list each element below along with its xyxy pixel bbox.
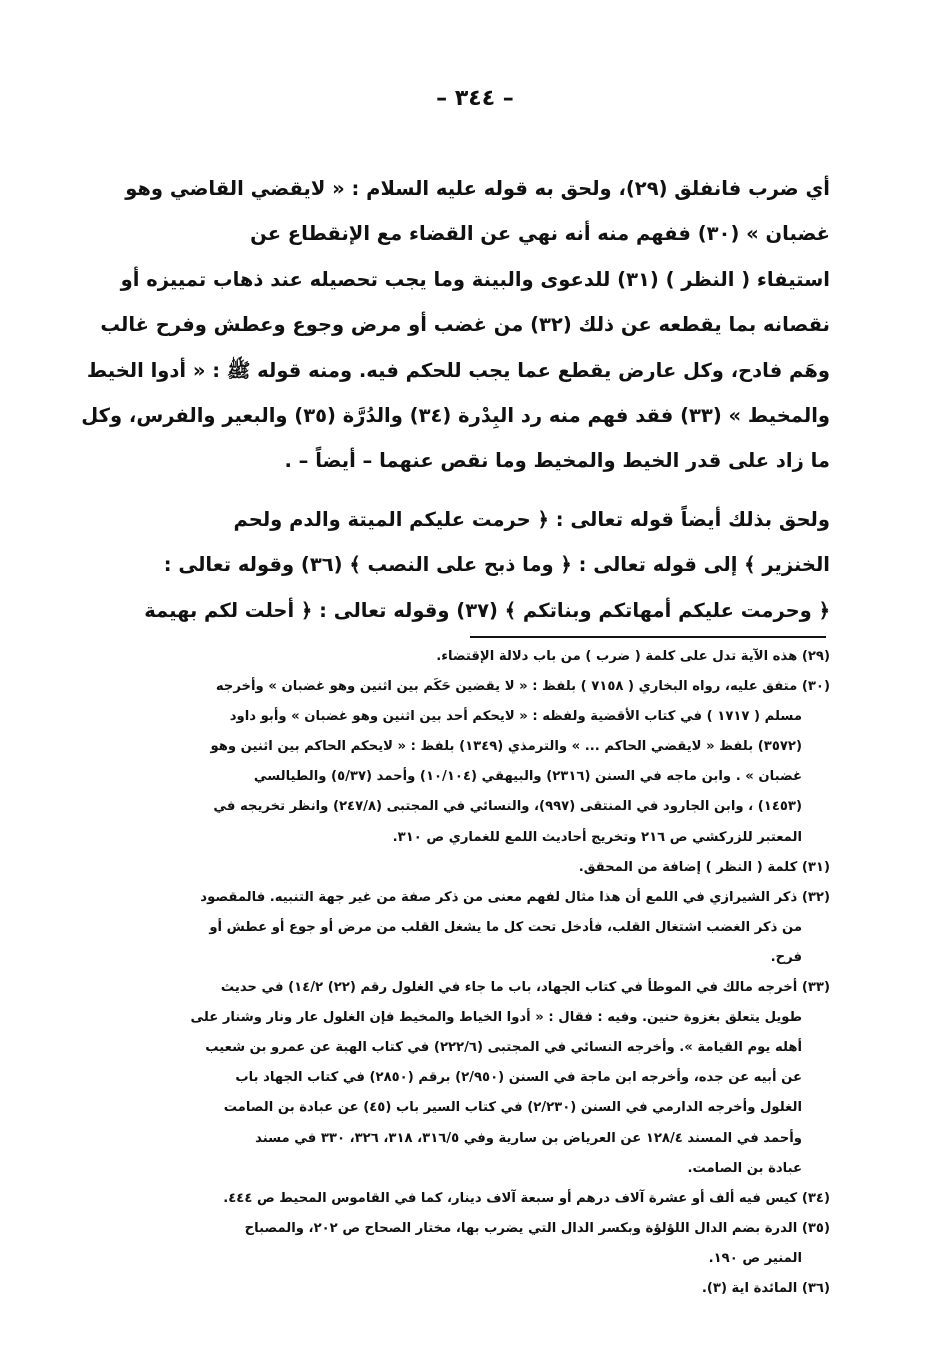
text-line: نقصانه بما يقطعه عن ذلك (٣٢) من غضب أو مرض وجوع وعطش وفرح غالب (100, 313, 830, 337)
footnote-line: عن أبيه عن جده، وأخرجه ابن ماجة في السنن (٢/٩٥٠) برقم (٢٨٥٠) في كتاب الجهاد باب (235, 1070, 802, 1086)
footnote-33 (104, 973, 830, 1184)
text-line: وهَم فادح، وكل عارض يقطع عما يجب للحكم فيه. ومنه قوله ﷺ : « أدوا الخيط (86, 358, 830, 382)
footnote-34 (104, 1184, 830, 1214)
footnote-line: (٢٩) هذه الآية تدل على كلمة ( ضرب ) من باب دلالة الإقتضاء. (436, 649, 830, 664)
footnote-line: أهله يوم القيامة ». وأخرجه النسائي في المجتبى (٢٢٢/٦) في كتاب الهبة عن عمرو بن شعيب (205, 1040, 802, 1056)
footnote-line: طويل يتعلق بغزوة حنين. وفيه : فقال : « أدوا الخياط والمخيط فإن الغلول عار ونار وشنار على (190, 1010, 802, 1026)
footnote-line: الغلول وأخرجه الدارمي في السنن (٢/٢٣٠) في كتاب السير باب (٤٥) عن عبادة بن الصامت (223, 1100, 802, 1116)
footnote-line: المعتبر للزركشي ص ٢١٦ وتخريج أحاديث اللمع للغماري ص ٣١٠. (392, 829, 802, 845)
text-line: استيفاء ( النظر ) (٣١) للدعوى والبينة وما يجب تحصيله عند ذهاب تمييزه أو (120, 267, 830, 291)
footnote-line: (٣٠) متفق عليه، رواه البخاري ( ٧١٥٨ ) بلفظ : « لا يقضين حَكَم بين اثنين وهو غضبان » وأخرجه (215, 679, 830, 695)
paragraph-2 (104, 497, 830, 633)
footnote-35 (104, 1214, 830, 1274)
footnote-line: (٣١) كلمة ( النظر ) إضافة من المحقق. (578, 859, 830, 875)
footnote-line: غضبان » . وابن ماجه في السنن (٢٣١٦) والبيهقي (١٠/١٠٤) وأحمد (٥/٣٧) والطيالسي (253, 769, 802, 785)
footnotes (104, 642, 830, 1304)
footnote-line: (١٤٥٣) ، وابن الجارود في المنتقى (٩٩٧)، والنسائي في المجتبى (٢٤٧/٨) وانظر تخريجه في (213, 799, 802, 815)
footnote-line: (٣٢) ذكر الشيرازي في اللمع أن هذا مثال لفهم معنى من ذكر صفة من غير جهة التنبيه. فالمقصود (200, 889, 830, 905)
footnote-31 (104, 853, 830, 883)
text-line: الخنزير ﴾ إلى قوله تعالى : ﴿ وما ذبح على النصب ﴾ (٣٦) وقوله تعالى : (163, 553, 830, 577)
footnote-line: (٣٥٧٢) بلفظ « لايقضي الحاكم ... » والترمذي (١٣٤٩) بلفظ : « لايحكم الحاكم بين اثنين وهو (210, 739, 802, 755)
footnote-line: (٣٣) أخرجه مالك في الموطأ في كتاب الجهاد، باب ما جاء في الغلول رقم (٢٢) ١٤/٢) في حديث (220, 980, 830, 996)
footnote-line: (٣٤) كيس فيه ألف أو عشرة آلاف درهم أو سبعة آلاف دينار، كما في القاموس المحيط ص ٤٤٤. (223, 1190, 830, 1206)
footnote-36 (104, 1274, 830, 1304)
text-line: ﴿ وحرمت عليكم أمهاتكم وبناتكم ﴾ (٣٧) وقوله تعالى : ﴿ أحلت لكم بهيمة (144, 598, 830, 622)
text-line: ولحق بذلك أيضاً قوله تعالى : ﴿ حرمت عليكم الميتة والدم ولحم (233, 508, 830, 531)
footnote-line: عبادة بن الصامت. (687, 1160, 802, 1176)
footnote-line: فرح. (770, 949, 802, 965)
footnote-29 (104, 642, 830, 672)
paragraph-1 (81, 166, 830, 484)
text-line: والمخيط » (٣٣) فقد فهم منه رد البِدْرة (٣٤) والدُرَّة (٣٥) والبعير والفرس، وكل (81, 404, 830, 428)
footnote-line: من ذكر الغضب اشتغال القلب، فأدخل تحت كل ما يشغل القلب من مرض أو جوع أو عطش أو (209, 919, 802, 935)
footnote-separator (470, 636, 826, 638)
footnote-line: مسلم ( ١٧١٧ ) في كتاب الأقضية ولفظه : « لايحكم أحد بين اثنين وهو غضبان » وأبو داود (229, 709, 802, 725)
text-line: غضبان » (٣٠) ففهم منه أنه نهي عن القضاء مع الإنقطاع عن (250, 222, 830, 246)
text-line: ما زاد على قدر الخيط والمخيط وما نقص عنهما – أيضاً – . (284, 449, 830, 473)
footnote-line: (٣٥) الدرة بضم الدال اللؤلؤة وبكسر الدال التي يضرب بها، مختار الصحاح ص ٢٠٢، والمصباح (244, 1220, 830, 1236)
page-number: – ٣٤٤ – (436, 86, 514, 111)
footnote-30 (104, 672, 830, 853)
text-line: أي ضرب فانفلق (٢٩)، ولحق به قوله عليه السلام : « لايقضي القاضي وهو (125, 177, 830, 200)
footnote-line: (٣٦) المائدة اية (٣). (701, 1280, 830, 1296)
footnote-line: المنير ص ١٩٠. (708, 1250, 802, 1266)
footnote-line: وأحمد في المسند ١٢٨/٤ عن العرياض بن سارية وفي ٣١٦/٥، ٣١٨، ٣٢٦، ٣٣٠ في مسند (255, 1130, 802, 1146)
footnote-32 (104, 883, 830, 973)
